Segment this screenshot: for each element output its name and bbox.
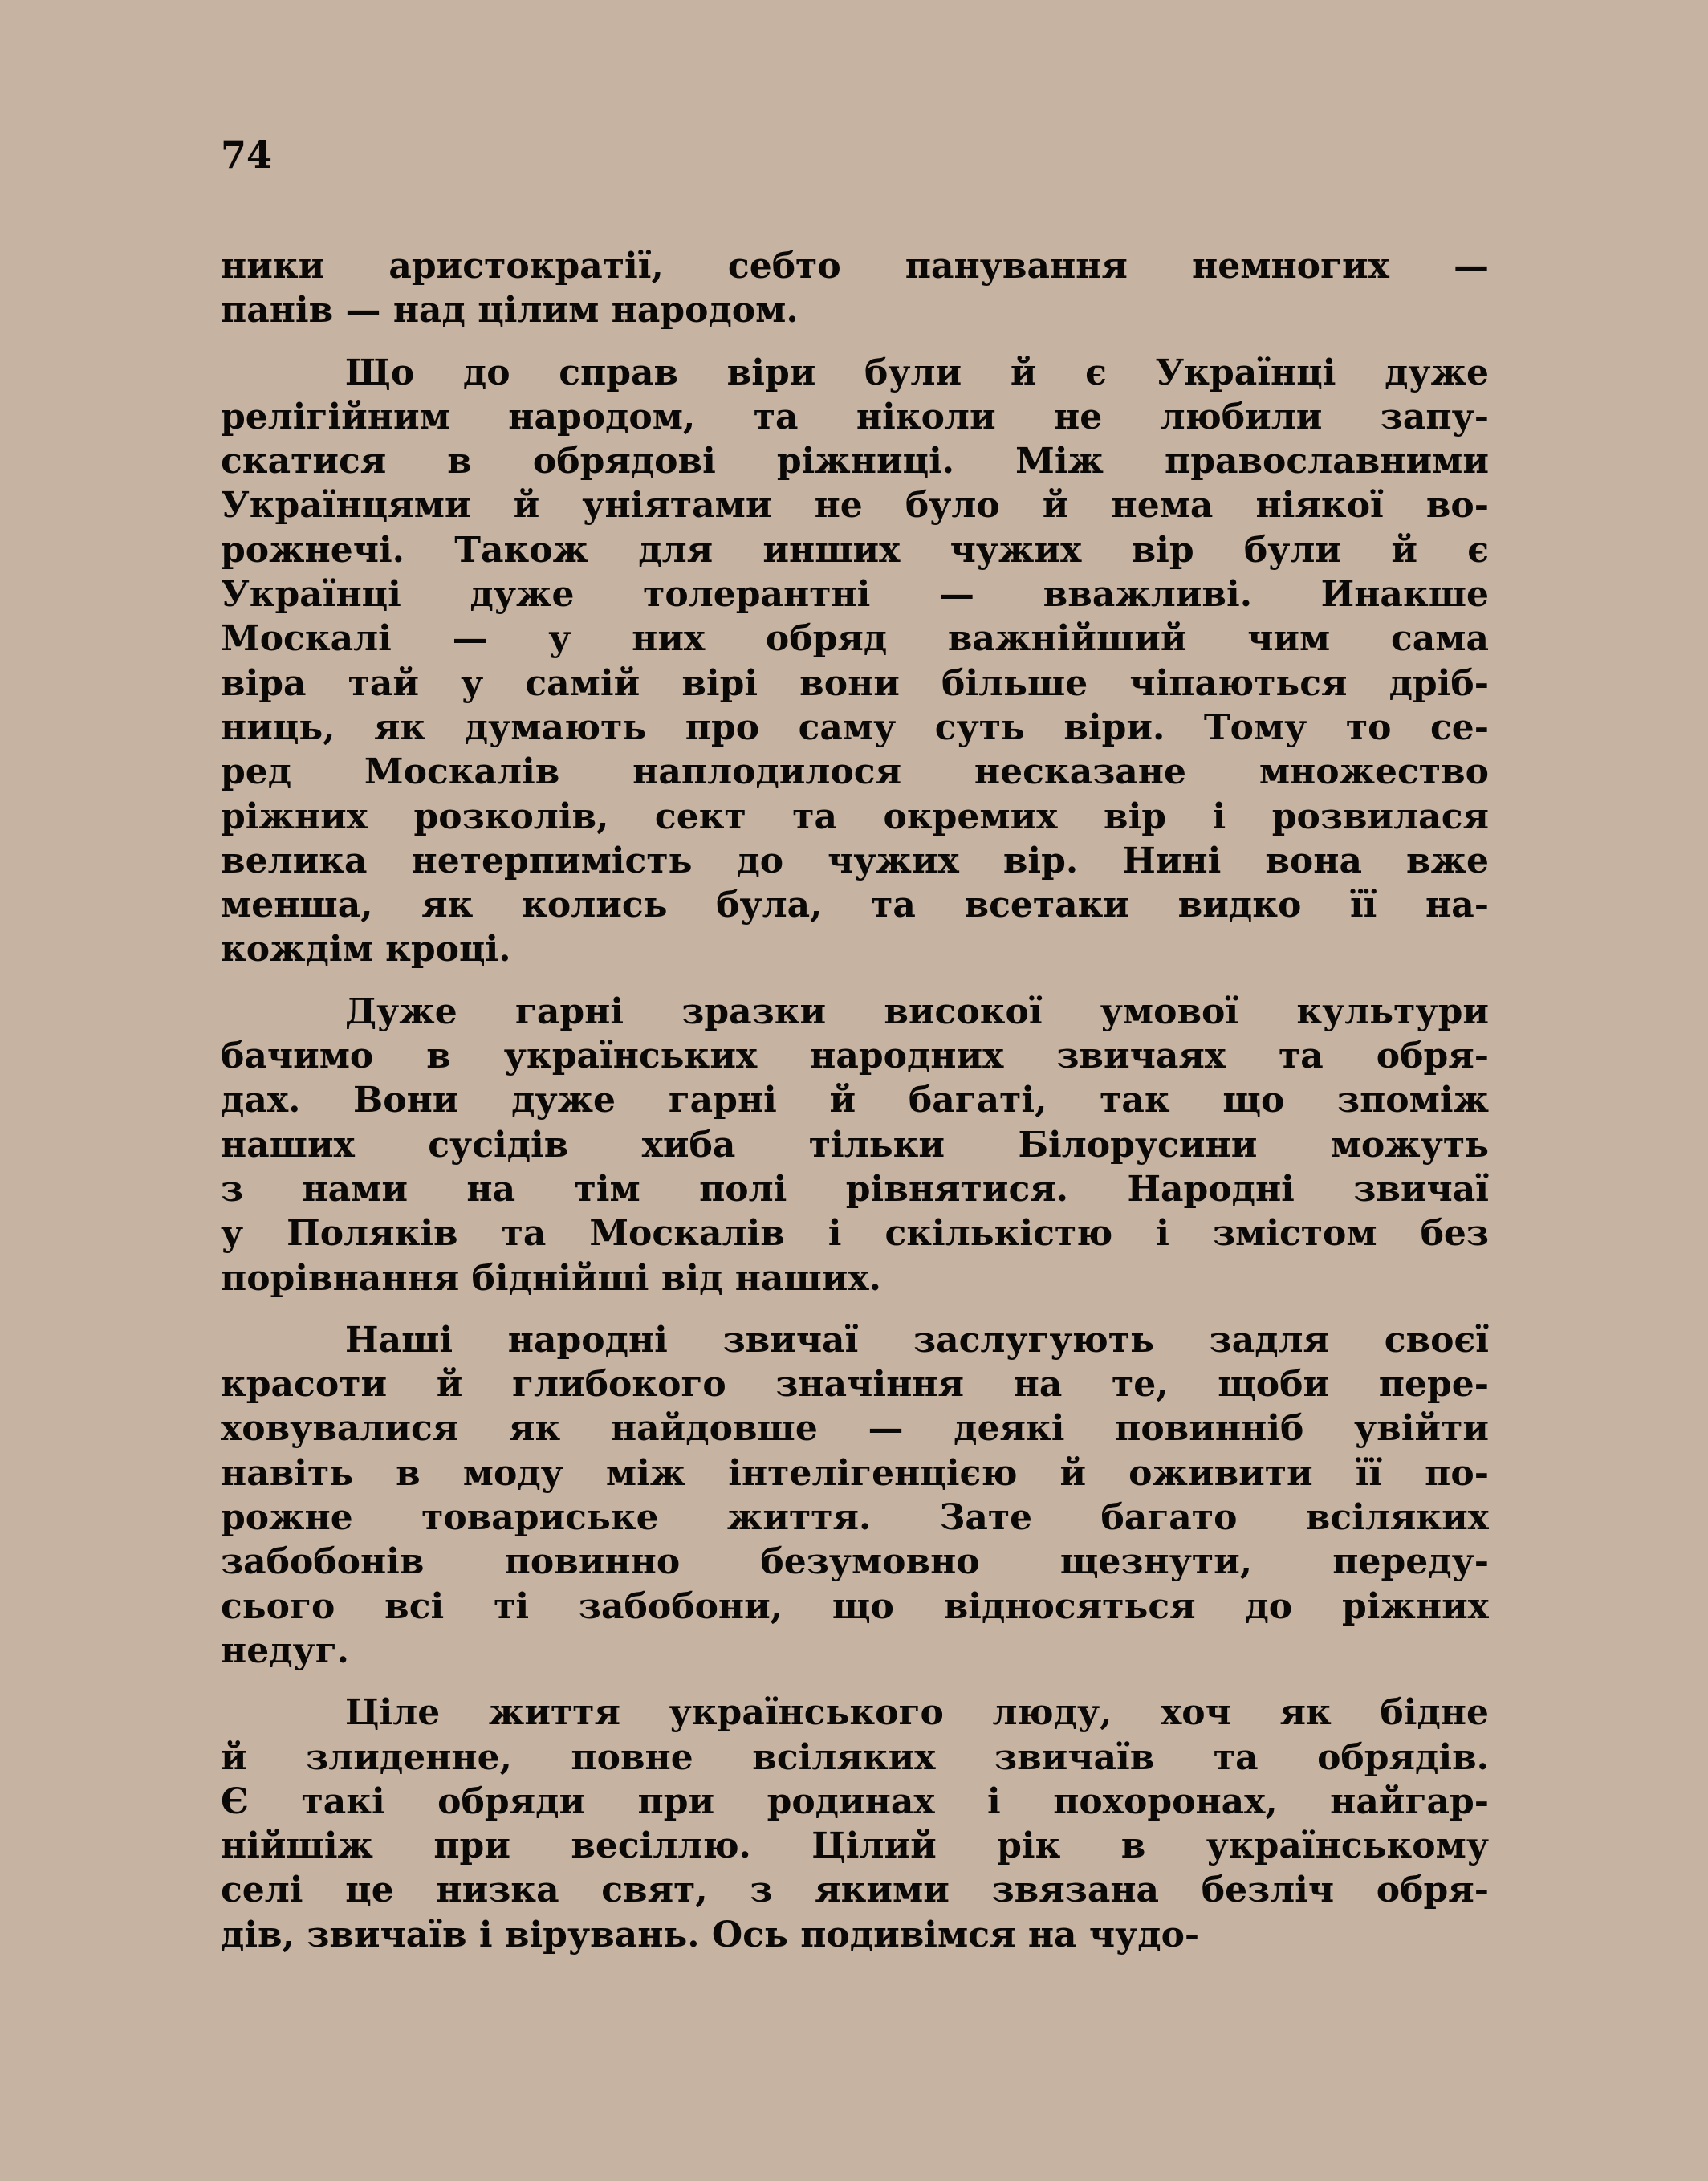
text-line: кождім кроці. xyxy=(221,929,511,970)
text-line: ховувалися як найдовше — деякі повинніб увійти xyxy=(221,1408,1489,1450)
text-line: сього всі ті забобони, що відносяться до ріжних xyxy=(221,1585,1489,1627)
text-line: бачимо в українських народних звичаях та обря- xyxy=(221,1036,1489,1077)
text-line: релігійним народом, та ніколи не любили запу- xyxy=(221,396,1489,437)
text-line: панів — над цілим народом. xyxy=(221,290,799,332)
text-line: нійшіж при весіллю. Цілий рік в українському xyxy=(221,1825,1489,1867)
text-line: Ціле життя українського люду, хоч як бідне xyxy=(345,1692,1489,1734)
text-line: велика нетерпимість до чужих вір. Нині вона вже xyxy=(221,840,1489,881)
text-line: Українці дуже толерантні — вважливі. Инакше xyxy=(221,574,1489,616)
text-line: рожне товариське життя. Зате багато всіляких xyxy=(221,1497,1489,1539)
text-line: наших сусідів хиба тільки Білорусини можуть xyxy=(221,1124,1489,1166)
text-line: у Поляків та Москалів і скількістю і змістом без xyxy=(221,1213,1489,1255)
paragraph-1 xyxy=(221,244,1489,333)
text-line: скатися в обрядові ріжниці. Між православними xyxy=(221,441,1489,482)
text-line: віра тай у самій вірі вони більше чіпаються дріб- xyxy=(221,662,1489,704)
text-line: красоти й глибокого значіння на те, щоби пере- xyxy=(221,1364,1489,1406)
text-line: забобонів повинно безумовно щезнути, переду- xyxy=(221,1541,1489,1583)
text-line: дів, звичаїв і вірувань. Ось подивімся на чудо- xyxy=(221,1914,1200,1955)
text-line: навіть в моду між інтелігенцією й оживити її по- xyxy=(221,1452,1489,1494)
text-line: й злиденне, повне всіляких звичаїв та обрядів. xyxy=(221,1736,1489,1778)
text-line: порівнання біднійші від наших. xyxy=(221,1257,881,1299)
page-number: 74 xyxy=(221,133,273,177)
text-line: недуг. xyxy=(221,1630,349,1671)
text-line: ред Москалів наплодилося несказане множество xyxy=(221,751,1489,793)
text-line: Дуже гарні зразки високої умової культури xyxy=(345,991,1489,1032)
text-line: Наші народні звичаї заслугують задля своєї xyxy=(345,1319,1489,1361)
paragraph-3 xyxy=(221,990,1489,1300)
text-line: менша, як колись була, та всетаки видко її на- xyxy=(221,885,1489,926)
text-line: ники аристократії, себто панування немногих — xyxy=(221,246,1489,287)
paragraph-4 xyxy=(221,1318,1489,1673)
text-line: Українцями й уніятами не було й нема ніякої во- xyxy=(221,485,1489,527)
text-line: Є такі обряди при родинах і похоронах, найгар- xyxy=(221,1780,1489,1822)
text-line: рожнечі. Також для инших чужих вір були й є xyxy=(221,529,1489,571)
text-line: Що до справ віри були й є Українці дуже xyxy=(345,352,1489,393)
text-line: з нами на тім полі рівнятися. Народні звичаї xyxy=(221,1168,1489,1210)
text-line: ріжних розколів, сект та окремих вір і розвилася xyxy=(221,795,1489,837)
paragraph-2 xyxy=(221,351,1489,972)
paragraph-5 xyxy=(221,1691,1489,1957)
text-line: Москалі — у них обряд важнійший чим сама xyxy=(221,618,1489,660)
text-line: ниць, як думають про саму суть віри. Тому то се- xyxy=(221,706,1489,748)
text-line: селі це низка свят, з якими звязана безліч обря- xyxy=(221,1870,1489,1911)
body-text xyxy=(221,244,1489,1975)
text-line: дах. Вони дуже гарні й багаті, так що зпоміж xyxy=(221,1080,1489,1121)
